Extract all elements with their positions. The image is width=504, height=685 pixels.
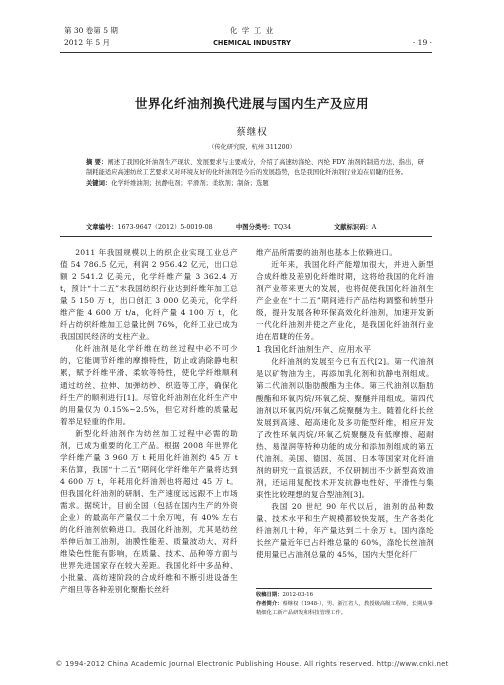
article-title: 世界化纤油剂换代进展与国内生产及应用 — [134, 96, 369, 111]
keywords-text: 化学纤维油剂；抗静电剂；平滑剂；柔软剂；制备；选题 — [111, 179, 269, 187]
clc-label: 中图分类号： — [236, 224, 274, 231]
abstract — [86, 158, 424, 179]
body-paragraph: 2011 年我国规模以上的织企业实现工业总产值 54 786.5 亿元，利润 2 956.42 亿元，出口总额 2 541.2 亿美元，化学纤维产量 3 362.4 万 t，预计“十二五”末我国纺织行业达到纤维年加工总量 5 150 万 t，出口创汇 3 000 亿美元，化学纤维产能 4 600 万 t/a，化纤产量 4 100 万 t，化纤占纺织纤维加工总量比例 76%，化纤工业已成为我国国民经济的支柱产业。 — [60, 248, 238, 342]
footnote-rule — [256, 588, 432, 589]
footnote — [256, 591, 434, 619]
header-date: 2012 年 5 月 — [64, 38, 111, 47]
abstract-rule — [60, 236, 432, 237]
body-paragraph: 化纤油剂是化学纤维在纺丝过程中必不可少的，它能调节纤维的摩擦特性，防止或消除静电积累，赋予纤维平滑、柔软等特性，使化学纤维顺利通过纺丝、拉伸、加弹纺纱、织造等工序，确保化纤生产的顺利进行[1]。尽管化纤油剂在化纤生产中的用量仅为 0.15%~2.5%，但它对纤维的质量起着举足轻重的作用。 — [60, 344, 238, 426]
clc-value: TQ34 — [273, 224, 292, 231]
article-affiliation: （传化研究院，杭州 311200） — [208, 144, 296, 151]
section-heading: 1 我国化纤油剂生产、应用水平 — [256, 345, 372, 355]
body-paragraph: 化纤油剂的发展至今已有五代[2]。第一代油剂是以矿物油为主，再添加乳化剂和抗静电剂组成。第二代油剂以脂肪酸酯为主体。第三代油剂以脂肪酸酯和环氧丙烷/环氧乙烷、聚醚并用组成。第四代油剂以环氧丙烷/环氧乙烷聚醚为主。随着化纤长丝发展到高速、超高速化及多功能型纤维，相应开发了改性环氧丙烷/环氧乙烷聚醚及有低摩擦、超耐热、易湿润等特种功能的成分和添加剂组成的第五代油剂。美国、德国、英国、日本等国家对化纤油剂的研究一直很活跃，不仅研制出不少新型高效油剂，还运用复配技术开发抗静电性好、平滑性与集束性比较理想的复合型油剂[3]。 — [256, 357, 434, 499]
right-column — [256, 247, 434, 561]
keywords — [86, 179, 424, 189]
author-bio-text: 蔡继权（1948-），男，浙江省人，教授级高级工程师，长期从事精细化工新产品研发和科技管理工作。 — [256, 601, 433, 617]
document-code-label: 文献标识码： — [334, 224, 372, 231]
author-bio-label: 作者简介： — [256, 601, 283, 608]
header-volume-issue: 第 30 卷第 5 期 — [64, 26, 118, 35]
article-number-value: 1673-9647（2012）5-0019-08 — [117, 224, 213, 231]
header-journal-cn: 化 学 工 业 — [229, 26, 275, 35]
abstract-text: 阐述了我国化纤油剂生产现状、发展要求与主要成分，介绍了高速纺涤纶、丙纶 FDY 油剂的制造方法、指出，研制耗能适应高速纺丝工艺要求又对环境友好的化纤油剂是今后的发展趋势，也是我国化纤油剂行业迫在眉睫的任务。 — [86, 159, 424, 177]
copyright-notice: © 1994-2012 China Academic Journal Electronic Publishing House. All rights reserved. http://www.cnki.net — [55, 660, 449, 668]
header-page-number: · 19 · — [412, 38, 432, 47]
article-number — [86, 223, 213, 233]
author-bio — [256, 600, 434, 618]
received-date — [256, 591, 434, 600]
header-rule — [60, 52, 432, 53]
received-label: 收稿日期： — [256, 592, 283, 598]
left-column — [60, 247, 238, 596]
clc-number — [236, 223, 291, 233]
body-paragraph: 维产品所需要的油剂也基本上依赖进口。 — [256, 248, 398, 257]
abstract-label: 摘 要： — [86, 159, 108, 166]
header-journal-en: CHEMICAL INDUSTRY — [213, 39, 291, 47]
body-paragraph: 新型化纤油剂作为纺丝加工过程中必需的助剂，已成为重要的化工产品。根据 2008 年世界化学纤维产量 3 960 万 t 耗用化纤油剂约 45 万 t 来估算，我国“十二五”期间化学纤维年产量将达到 4 600 万 t，年耗用化纤油剂也将超过 45 万 t。但我国化纤油剂的研制、生产速度远远跟不上市场需求。据统计，目前全国（包括在国内生产的外资企业）的最高年产量仅二十余万吨，有 40% 左右的化纤油剂依赖进口。我国化纤油剂，尤其是纺丝举伸后加工油剂，油膜性能差、质量波动大、对纤维染色性能有影响，在质量、技术、品种等方面与世界先进国家存在较大差距。我国化纤中多品种、小批量、高纺速阶段的合成纤维和不断引进设备生产细旦等各种差别化聚酯长丝纤 — [60, 428, 238, 595]
received-value: 2012-03-16 — [282, 592, 314, 598]
body-paragraph: 我国 20 世纪 90 年代以后，油剂的品种数量、技术水平和生产规模都较快发展，生产各类化纤油剂几十种，年产量达到二十余万 t。国内涤纶长丝产量近年已占纤维总量的 60%，涤纶长丝油剂使用量已占油剂总量的 45%，国内大型化纤厂 — [256, 501, 434, 560]
keywords-label: 关键词： — [86, 179, 112, 187]
body-paragraph: 近年来，我国化纤产能增加很大，并进入新型合成纤维及差别化纤维时期，这将给我国的化纤油剂产业带来更大的发展，也将促使我国化纤油剂生产企业在“十二五”期间进行产品结构调整和转型升级，提升发展各种环保高效化纤油剂，加速开发新一代化纤油剂并使之产业化，是我国化纤油剂行业迫在眉睫的任务。 — [256, 260, 434, 342]
abstract-block — [86, 158, 424, 189]
article-number-label: 文章编号： — [86, 224, 118, 231]
article-author: 蔡继权 — [236, 127, 268, 138]
document-code — [334, 223, 376, 233]
document-code-value: A — [371, 224, 377, 231]
